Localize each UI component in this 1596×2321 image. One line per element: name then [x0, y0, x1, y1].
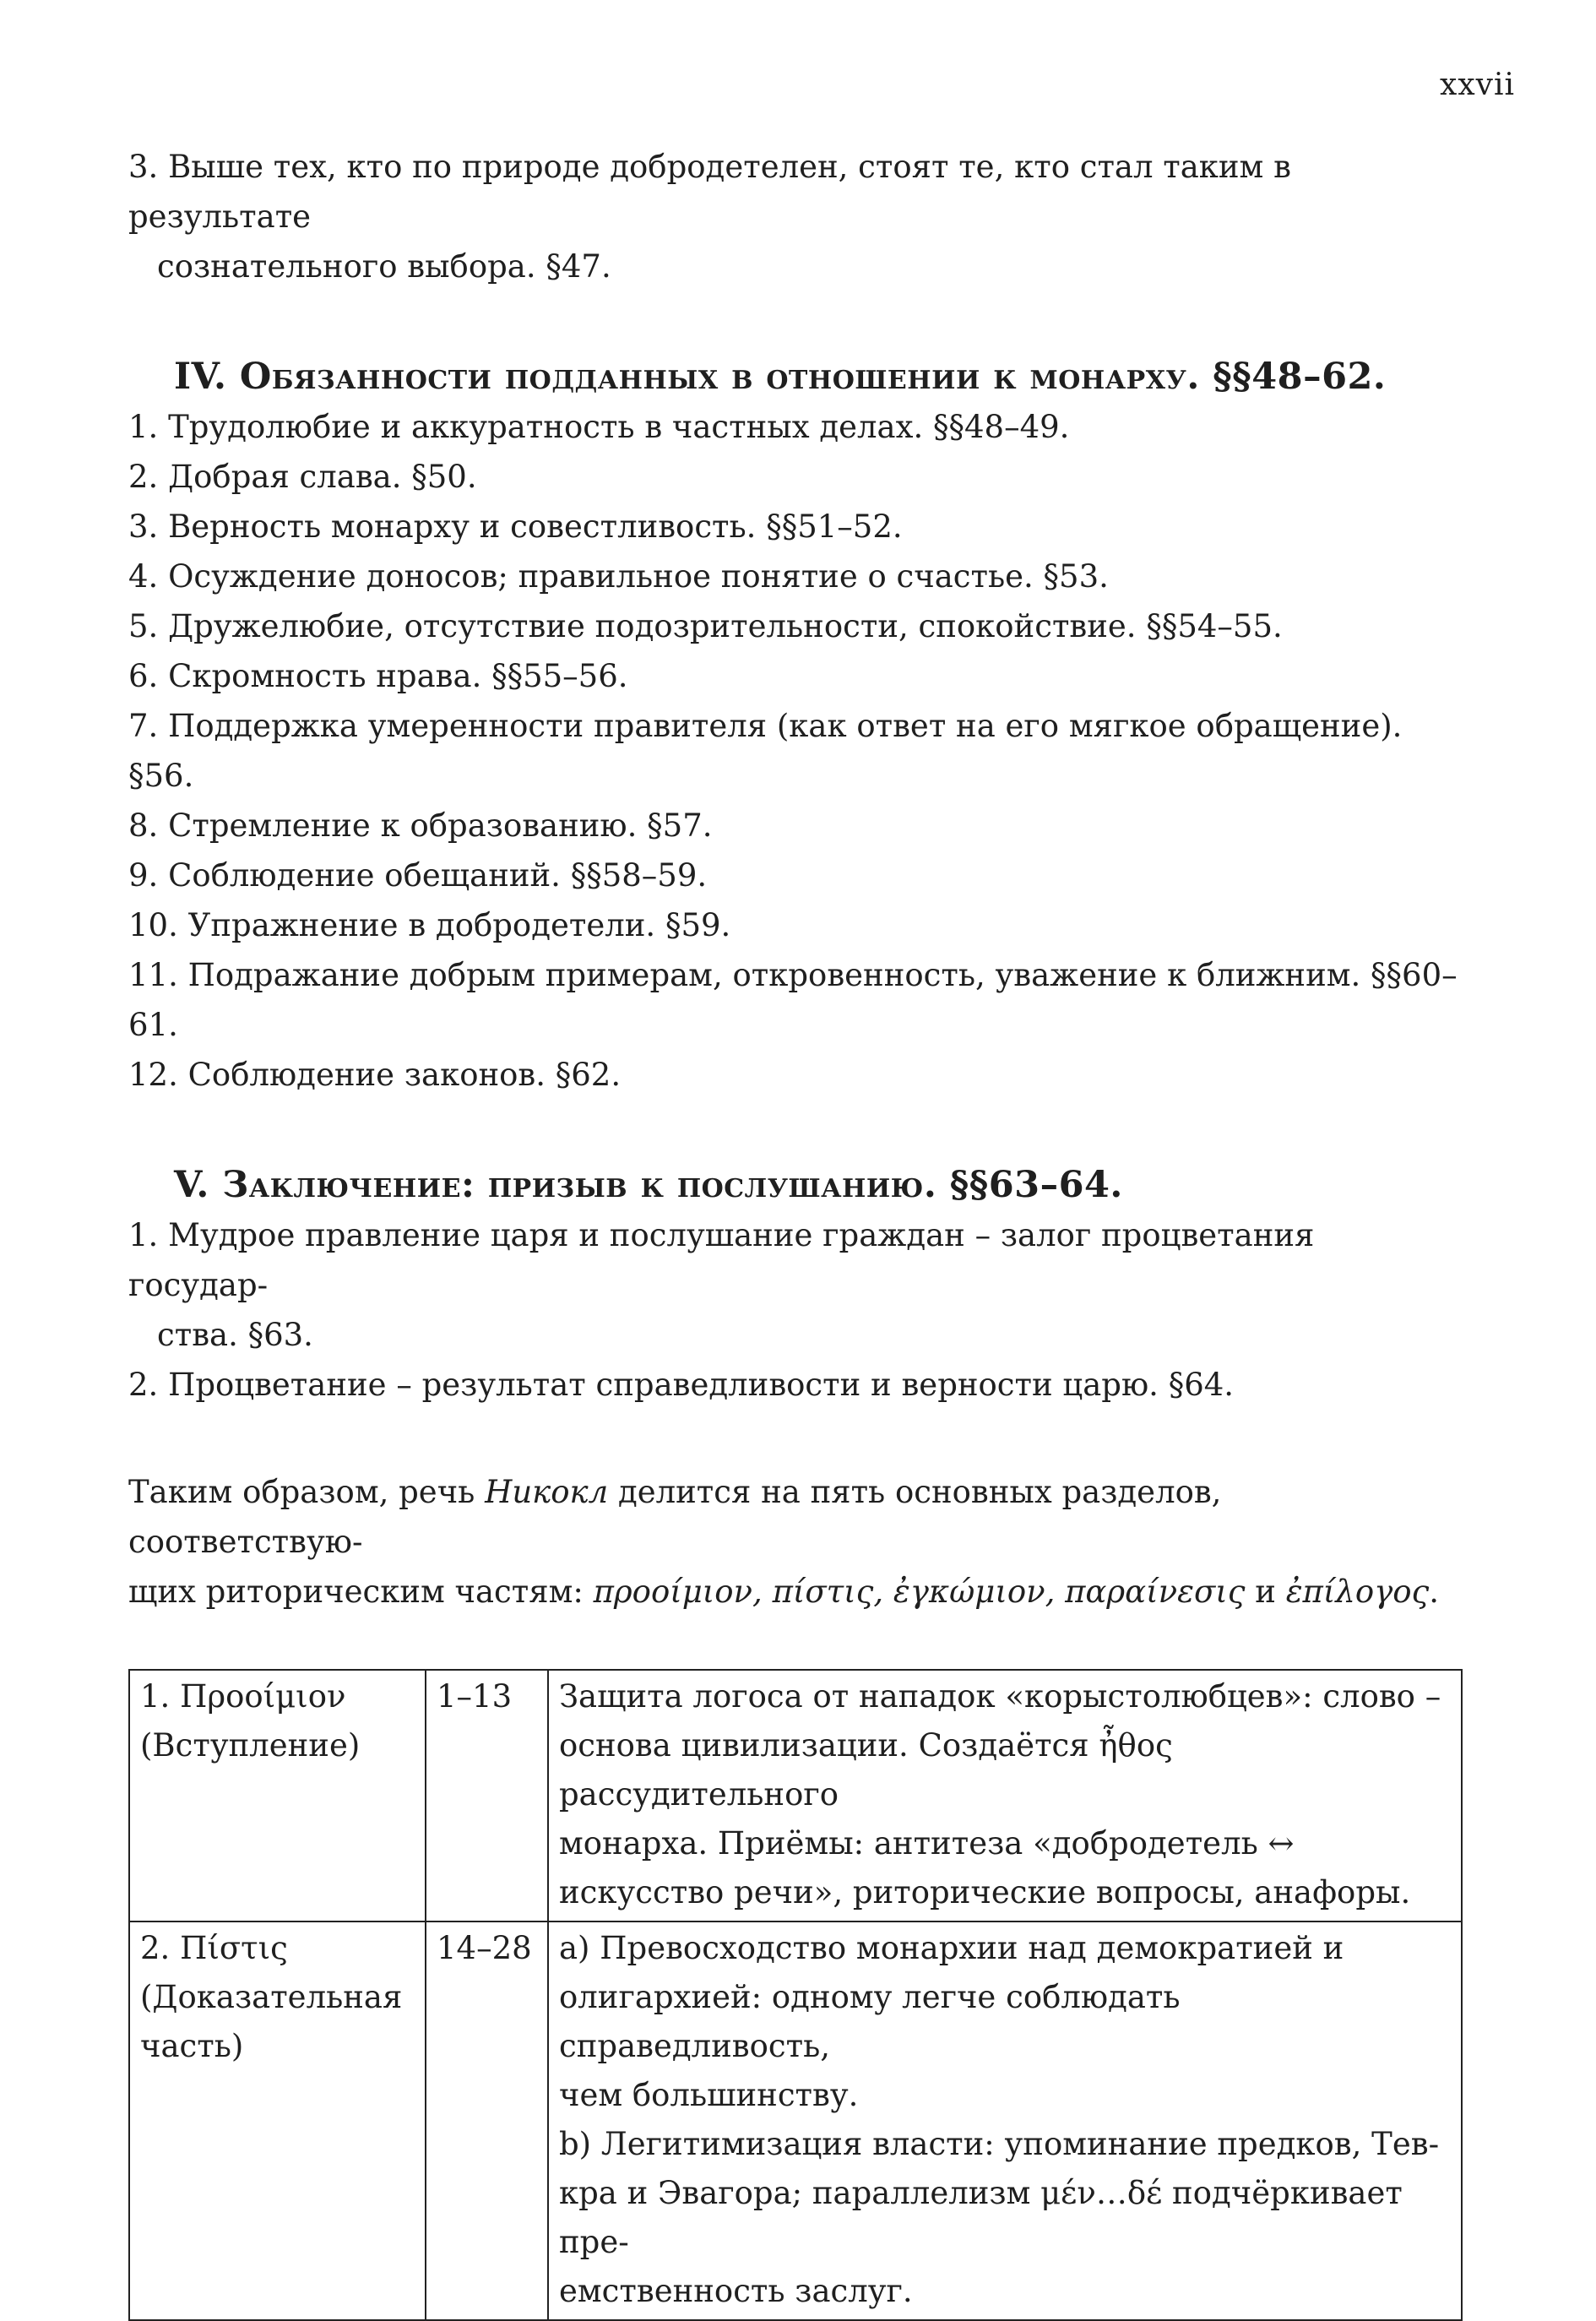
list-item: 11. Подражание добрым примерам, откровенность, уважение к ближним. §§60–61. — [128, 957, 1458, 1043]
paragraph-range-cell: 14–28 — [426, 1921, 548, 2320]
page-content — [128, 142, 1463, 2321]
description-line: емственность заслуг. — [559, 2273, 913, 2309]
summary-text: Таким образом, речь — [128, 1474, 486, 1510]
part-name-translation: часть) — [140, 2028, 244, 2064]
list-item: 1. Мудрое правление царя и послушание граждан – залог процветания государ- — [128, 1217, 1315, 1303]
description-line: чем большинству. — [559, 2077, 859, 2113]
list-item: 3. Выше тех, кто по природе добродетелен, стоят те, кто стал таким в результате — [128, 149, 1291, 235]
part-name-cell — [129, 1921, 426, 2320]
part-name-translation: (Доказательная — [140, 1979, 403, 2015]
list-item-continuation: сознательного выбора. §47. — [157, 248, 611, 285]
description-line: кра и Эвагора; параллелизм μέν…δέ подчёркивает пре- — [559, 2175, 1403, 2260]
description-line: олигархией: одному легче соблюдать справедливость, — [559, 1979, 1181, 2064]
speech-structure-table — [128, 1669, 1463, 2321]
summary-text: делится на пять основных разделов, соответствую- — [128, 1474, 1222, 1560]
greek-term: ἐπίλογος — [1285, 1574, 1430, 1610]
description-line: b) Легитимизация власти: упоминание предков, Тев- — [559, 2126, 1440, 2162]
summary-paragraph — [128, 1467, 1463, 1617]
list-item: 2. Процветание – результат справедливости и верности царю. §64. — [128, 1367, 1235, 1403]
description-line: a) Превосходство монархии над демократией и — [559, 1930, 1344, 1966]
part-name-cell — [129, 1670, 426, 1921]
page-number: xxvii — [1440, 68, 1515, 102]
section-heading: IV. Обязанности подданных в отношении к монарху. §§48–62. — [174, 356, 1387, 398]
list-item: 10. Упражнение в добродетели. §59. — [128, 907, 731, 943]
list-item: 4. Осуждение доносов; правильное понятие о счастье. §53. — [128, 558, 1109, 595]
table-row — [129, 1921, 1462, 2320]
summary-text: и — [1245, 1574, 1286, 1610]
description-line: основа цивилизации. Создаётся ἦθος рассудительного — [559, 1727, 1173, 1813]
list-item: 5. Дружелюбие, отсутствие подозрительности, спокойствие. §§54–55. — [128, 608, 1283, 644]
list-item-continuation: ства. §63. — [157, 1317, 313, 1353]
list-item: 8. Стремление к образованию. §57. — [128, 807, 713, 844]
work-title: Никокл — [485, 1474, 609, 1510]
list-item: 9. Соблюдение обещаний. §§58–59. — [128, 857, 708, 894]
part-name: 2. Πίστις — [140, 1930, 288, 1966]
list-item: 6. Скромность нрава. §§55–56. — [128, 658, 628, 694]
description-cell — [548, 1670, 1462, 1921]
table-row — [129, 1670, 1462, 1921]
description-cell — [548, 1921, 1462, 2320]
list-item: 12. Соблюдение законов. §62. — [128, 1057, 622, 1093]
section-list — [128, 402, 1463, 1100]
description-line: Защита логоса от нападок «корыстолюбцев»: слово – — [559, 1678, 1441, 1715]
description-line: монарха. Приёмы: антитеза «добродетель ↔ — [559, 1825, 1295, 1862]
list-item: 3. Верность монарху и совестливость. §§51–52. — [128, 508, 903, 545]
part-name-translation: (Вступление) — [140, 1727, 361, 1764]
paragraph-range-cell: 1–13 — [426, 1670, 548, 1921]
summary-text: . — [1429, 1574, 1439, 1610]
description-line: искусство речи», риторические вопросы, анафоры. — [559, 1874, 1411, 1911]
summary-text: щих риторическим частям: — [128, 1574, 594, 1610]
section-heading: V. Заключение: призыв к послушанию. §§63–64. — [174, 1164, 1123, 1206]
section-list — [128, 1210, 1463, 1410]
list-item: 2. Добрая слава. §50. — [128, 459, 477, 495]
greek-terms: προοίμιον, πίστις, ἐγκώμιον, παραίνεσις — [593, 1574, 1246, 1610]
list-item: 1. Трудолюбие и аккуратность в частных делах. §§48–49. — [128, 409, 1070, 445]
list-item: 7. Поддержка умеренности правителя (как ответ на его мягкое обращение). §56. — [128, 708, 1403, 794]
part-name: 1. Προοίμιον — [140, 1678, 346, 1715]
